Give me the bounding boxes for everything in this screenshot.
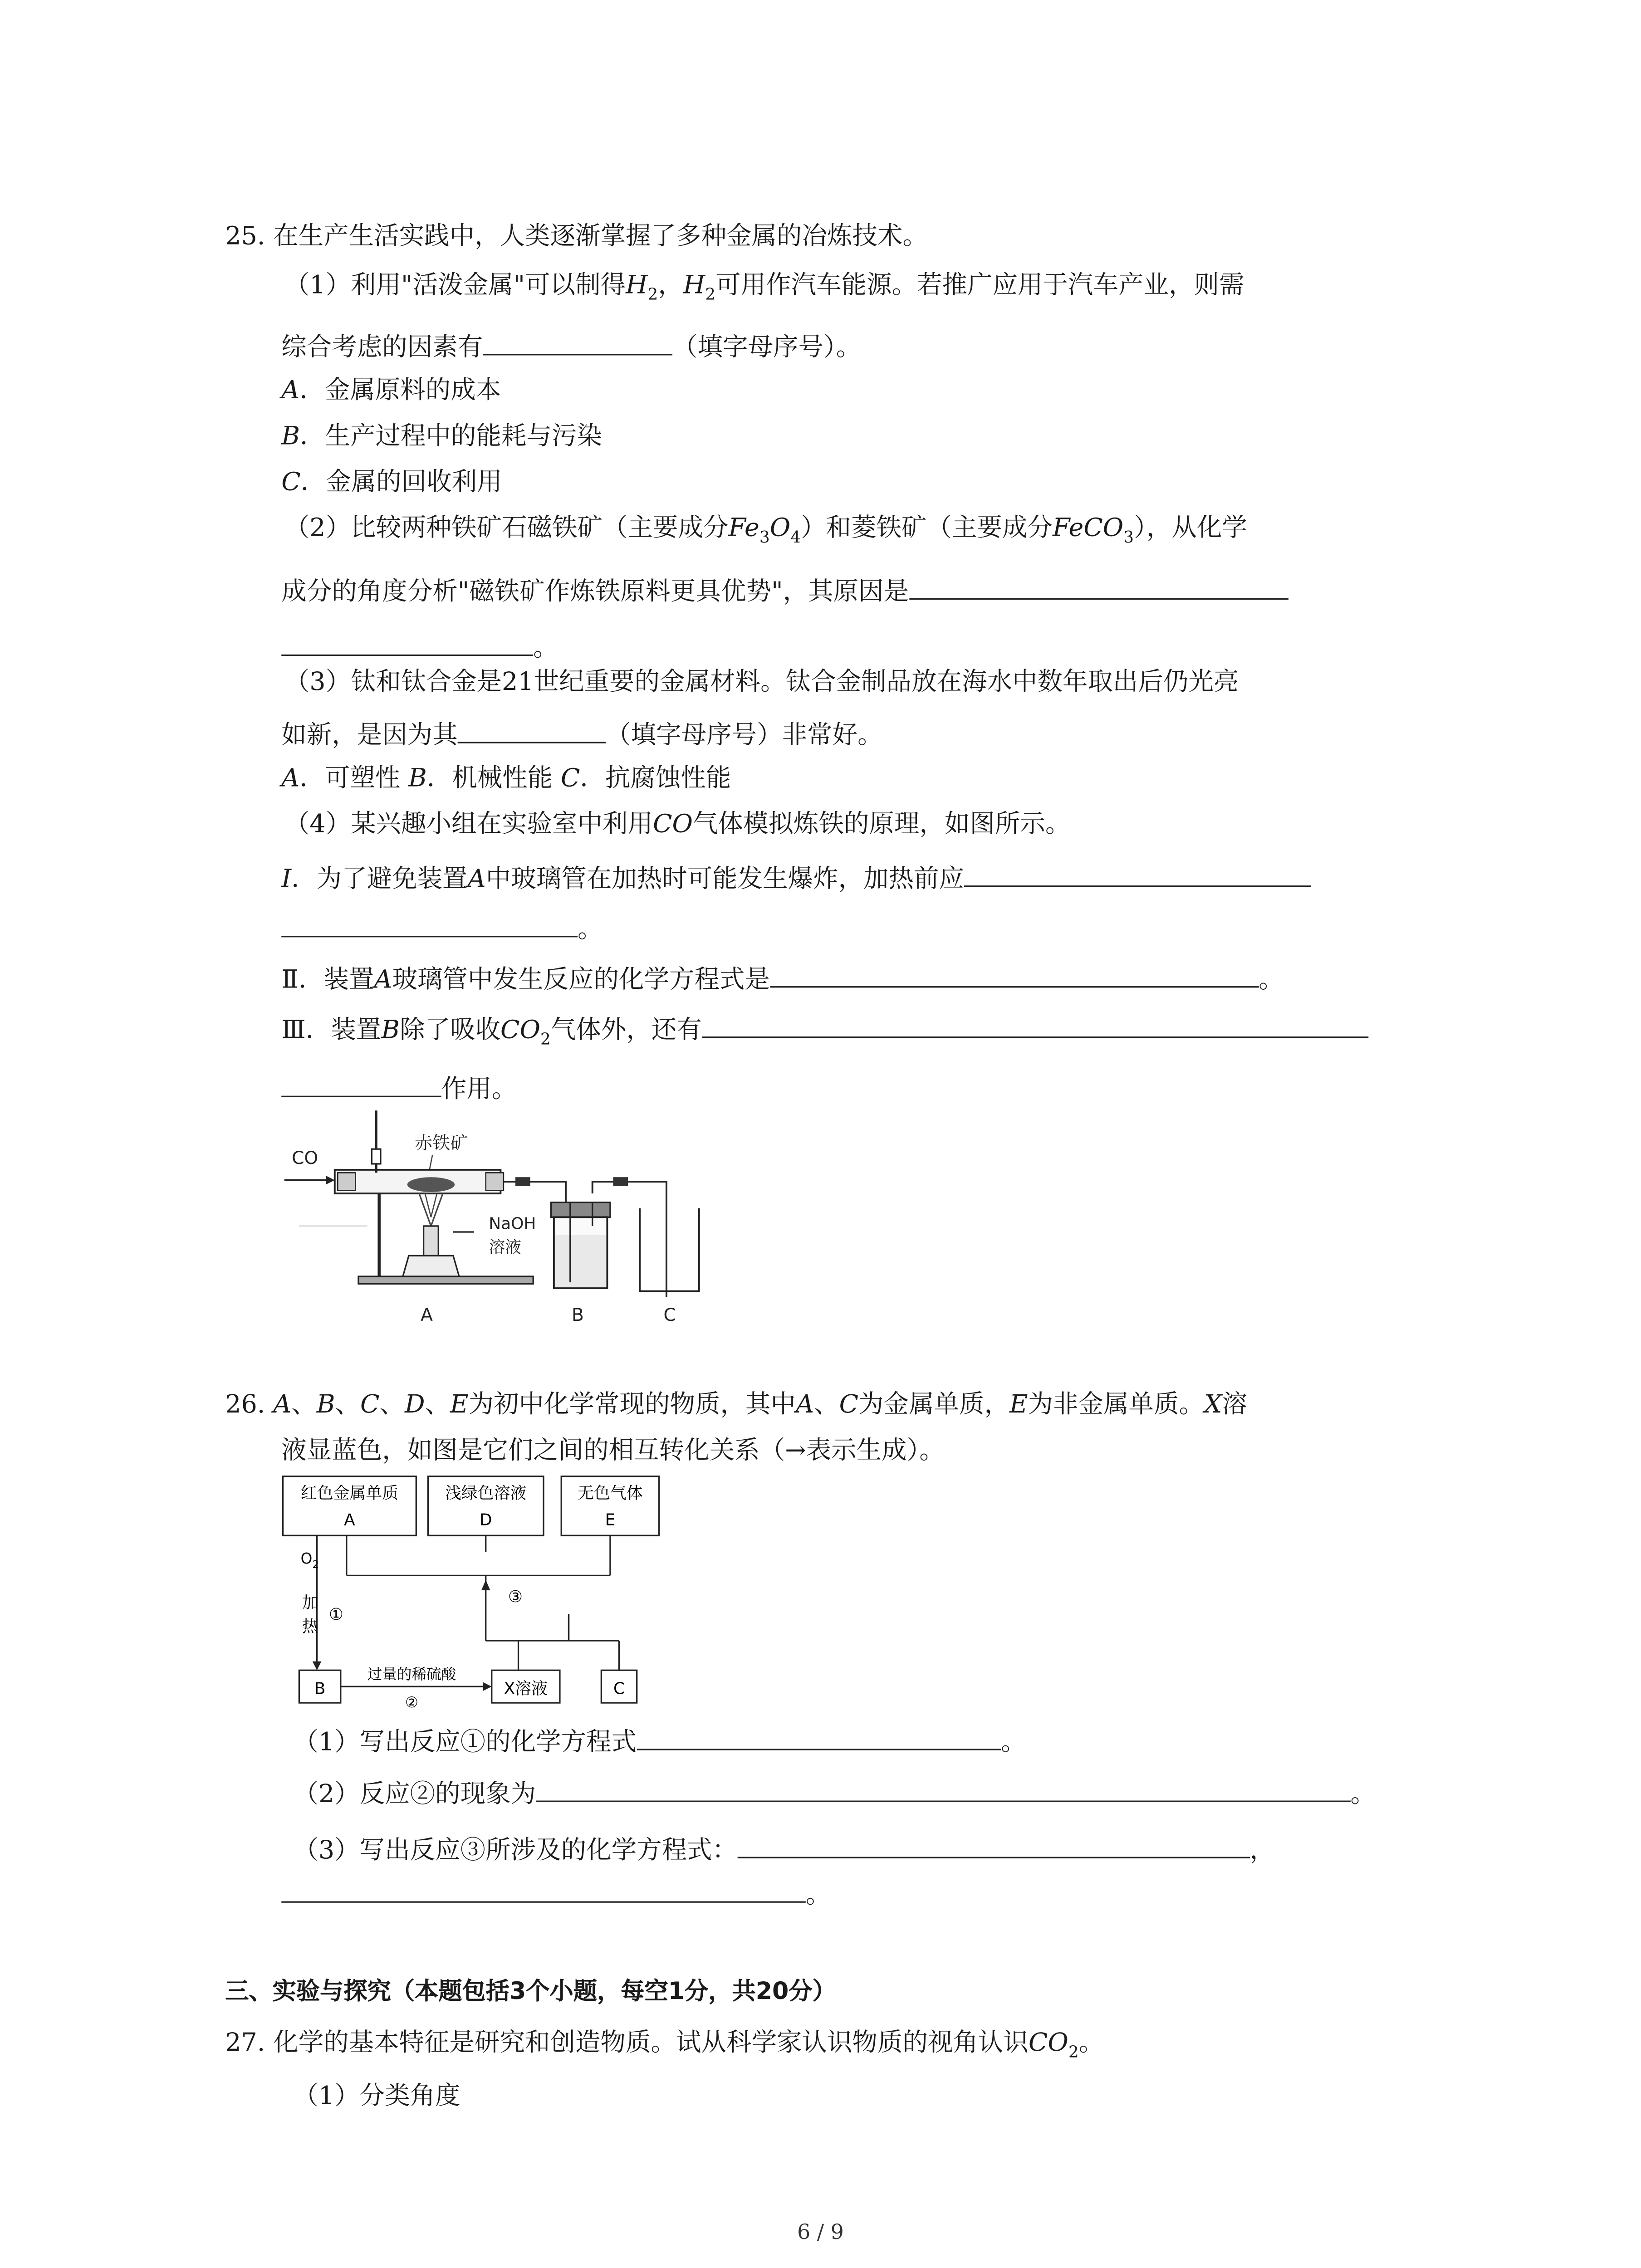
rubber-joint: [515, 1177, 530, 1186]
connecting-tube-ab: [504, 1182, 566, 1202]
o2-label: $O_2$: [300, 1550, 319, 1571]
q26-sub3-line1: （3）写出反应③所涉及的化学方程式： ，: [293, 1830, 1275, 1869]
answer-blank[interactable]: [281, 628, 533, 656]
heat-label-1: 加: [302, 1593, 318, 1613]
co-label: CO: [292, 1148, 318, 1168]
q27-sub1: （1）分类角度: [293, 2082, 460, 2112]
q25-part2-line1: （2）比较两种铁矿石磁铁矿（主要成分$Fe_3O_4$）和菱铁矿（主要成分FeCO$_3$），从化学: [284, 513, 1247, 547]
answer-blank[interactable]: [458, 715, 606, 743]
answer-blank[interactable]: [637, 1722, 1001, 1750]
page-number: 6 / 9: [797, 2221, 844, 2245]
q26-sub2: （2）反应②的现象为 。: [293, 1774, 1376, 1813]
answer-blank[interactable]: [702, 1010, 1368, 1038]
q25-part4-ii: Ⅱ．装置A玻璃管中发生反应的化学方程式是 。: [281, 959, 1283, 998]
alcohol-burner: [403, 1256, 459, 1276]
hematite-sample: [407, 1177, 455, 1192]
box-d-title: 浅绿色溶液: [445, 1484, 527, 1503]
q25-part1-line2: 综合考虑的因素有 （填字母序号）。: [281, 327, 861, 366]
label-c: C: [663, 1305, 676, 1325]
section-3-heading: 三、实验与探究（本题包括3个小题，每空1分，共20分）: [225, 1976, 836, 2005]
q25-part2-line2: 成分的角度分析"磁铁矿作炼铁原料更具优势"，其原因是: [281, 572, 1288, 610]
arrow-down-icon: [313, 1662, 322, 1671]
reaction-1-marker: ①: [328, 1605, 343, 1624]
naoh-solution: [555, 1235, 606, 1287]
q25-part4-i-line1: I．为了避免装置A中玻璃管在加热时可能发生爆炸，加热前应: [281, 859, 1311, 897]
q25-part4-i-line2: 。: [281, 909, 603, 948]
q26-sub3-line2: 。: [281, 1875, 831, 1913]
q25-part3-line2: 如新，是因为其 （填字母序号）非常好。: [281, 715, 882, 754]
q27-stem: 27. 化学的基本特征是研究和创造物质。试从科学家认识物质的视角认识$CO_2$。: [225, 2028, 1104, 2062]
box-e-label: E: [605, 1510, 616, 1530]
conversion-relationship-diagram: [281, 1475, 669, 1709]
stand-base: [358, 1276, 533, 1284]
box-d-label: D: [479, 1510, 492, 1530]
label-pointer: [430, 1155, 433, 1170]
tube-stopper-left: [338, 1173, 355, 1190]
arrow-head-icon: [326, 1176, 335, 1185]
answer-blank[interactable]: [964, 859, 1311, 887]
q26-sub1: （1）写出反应①的化学方程式 。: [293, 1722, 1026, 1760]
tube-stopper-right: [486, 1173, 504, 1190]
q25-part4-line1: （4）某兴趣小组在实验室中利用CO气体模拟炼铁的原理，如图所示。: [284, 810, 1071, 840]
beaker: [640, 1208, 699, 1291]
answer-blank[interactable]: [483, 327, 672, 355]
box-a-title: 红色金属单质: [300, 1484, 399, 1503]
q25-option-a: A．金属原料的成本: [281, 376, 501, 406]
arrow-right-icon: [483, 1682, 492, 1691]
label-a: A: [421, 1305, 433, 1325]
heat-label-2: 热: [302, 1617, 318, 1636]
q25-part2-line3: 。: [281, 628, 558, 666]
q26-stem-line1: 26. A、B、C、D、E为初中化学常现的物质，其中A、C为金属单质，E为非金属单质。X溶: [225, 1390, 1248, 1420]
reaction-2-marker: ②: [405, 1693, 419, 1709]
answer-blank[interactable]: [281, 1069, 441, 1097]
hematite-label: 赤铁矿: [415, 1133, 468, 1154]
box-e-title: 无色气体: [578, 1484, 643, 1503]
dilute-sulfuric-acid-label: 过量的稀硫酸: [367, 1665, 456, 1683]
q25-part3-line1: （3）钛和钛合金是21世纪重要的金属材料。钛合金制品放在海水中数年取出后仍光亮: [284, 668, 1239, 698]
answer-blank[interactable]: [536, 1774, 1350, 1802]
burner-tube: [424, 1226, 439, 1256]
bottle-stopper: [551, 1202, 610, 1217]
q25-part3-options: A．可塑性 B．机械性能 C．抗腐蚀性能: [281, 764, 731, 794]
q25-part4-iii-line1: Ⅲ．装置B除了吸收$CO_2$气体外，还有: [281, 1010, 1368, 1058]
flame: [419, 1193, 443, 1226]
iron-smelting-apparatus-figure: [279, 1105, 738, 1330]
box-a-label: A: [344, 1510, 355, 1530]
q25-part1-line1: （1）利用"活泼金属"可以制得$H_2$，$H_2$可用作汽车能源。若推广应用于汽车产业，则需: [284, 271, 1244, 304]
label-b: B: [572, 1305, 584, 1325]
box-b-label: B: [314, 1679, 326, 1698]
answer-blank[interactable]: [737, 1830, 1249, 1858]
naoh-label: NaOH: [489, 1214, 536, 1233]
clamp: [372, 1149, 381, 1164]
box-x-label: X溶液: [504, 1679, 548, 1698]
q25-part4-iii-line2: 作用。: [281, 1069, 517, 1108]
answer-blank[interactable]: [281, 1875, 806, 1903]
answer-blank[interactable]: [281, 909, 578, 937]
reaction-3-marker: ③: [508, 1588, 523, 1607]
rubber-joint: [613, 1177, 628, 1186]
answer-blank[interactable]: [909, 572, 1288, 600]
q25-option-b: B．生产过程中的能耗与污染: [281, 422, 602, 452]
q26-stem-line2: 液显蓝色，如图是它们之间的相互转化关系（→表示生成）。: [281, 1436, 945, 1466]
arrow-up-icon: [481, 1580, 490, 1590]
box-c-label: C: [613, 1679, 625, 1698]
solution-label: 溶液: [489, 1238, 522, 1257]
q25-option-c: C．金属的回收利用: [281, 468, 502, 498]
answer-blank[interactable]: [770, 959, 1259, 987]
q25-stem: 25. 在生产生活实践中，人类逐渐掌握了多种金属的冶炼技术。: [225, 222, 928, 252]
